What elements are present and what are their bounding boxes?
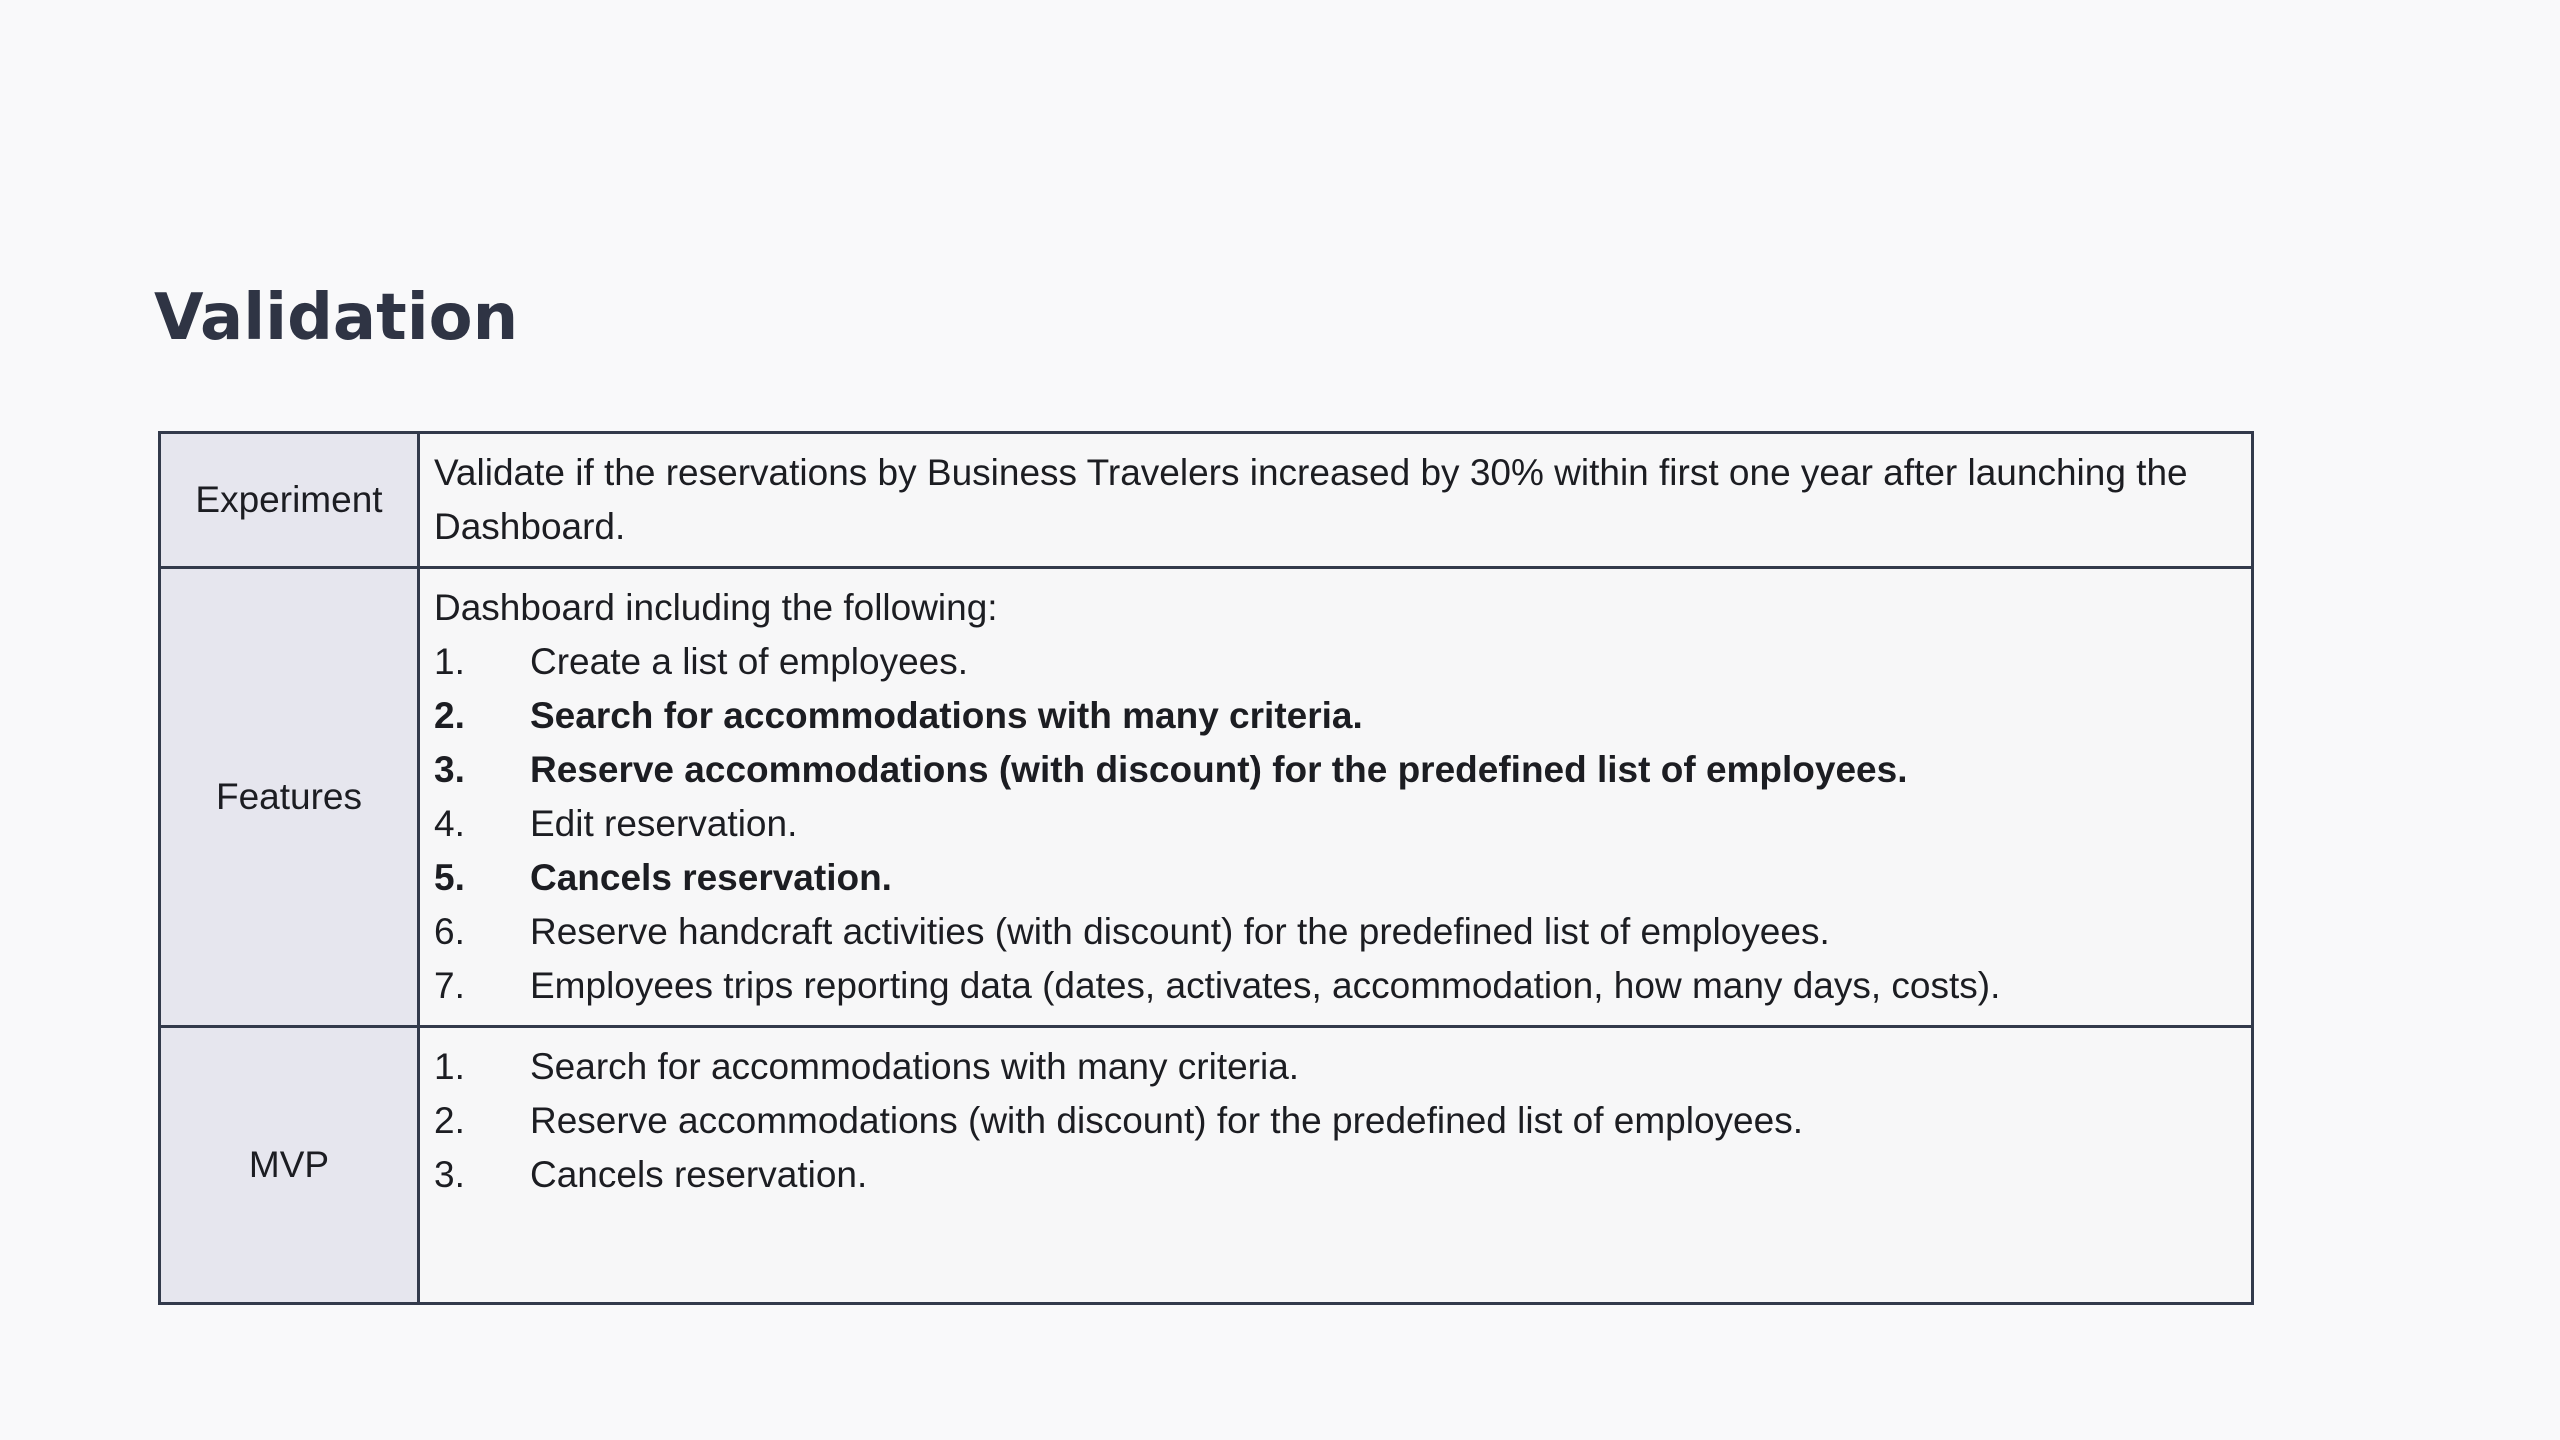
mvp-list xyxy=(434,1040,2237,1202)
features-label: Features xyxy=(160,568,419,1027)
list-item-text: Search for accommodations with many criteria. xyxy=(530,695,1363,736)
list-item-text: Reserve accommodations (with discount) for the predefined list of employees. xyxy=(530,1100,1803,1141)
list-item-text: Employees trips reporting data (dates, activates, accommodation, how many days, costs). xyxy=(530,965,2001,1006)
list-item-number: 1. xyxy=(434,641,465,682)
list-item-number: 6. xyxy=(434,911,465,952)
experiment-text: Validate if the reservations by Business Travelers increased by 30% within first one year after launching the Dashboard. xyxy=(434,452,2188,547)
mvp-cell xyxy=(419,1027,2253,1304)
list-item xyxy=(434,635,2237,689)
list-item-text: Edit reservation. xyxy=(530,803,798,844)
list-item xyxy=(434,1148,2237,1202)
list-item-number: 2. xyxy=(434,695,465,736)
list-item xyxy=(434,851,2237,905)
list-item-number: 7. xyxy=(434,965,465,1006)
experiment-label: Experiment xyxy=(160,433,419,568)
list-item-number: 4. xyxy=(434,803,465,844)
list-item-number: 1. xyxy=(434,1046,465,1087)
list-item-text: Reserve handcraft activities (with discount) for the predefined list of employees. xyxy=(530,911,1830,952)
features-intro: Dashboard including the following: xyxy=(434,587,998,628)
list-item xyxy=(434,743,2237,797)
list-item-number: 2. xyxy=(434,1100,465,1141)
features-list xyxy=(434,635,2237,1013)
mvp-label: MVP xyxy=(160,1027,419,1304)
table-row-features xyxy=(160,568,2253,1027)
list-item-number: 3. xyxy=(434,1154,465,1195)
list-item-text: Create a list of employees. xyxy=(530,641,969,682)
list-item xyxy=(434,689,2237,743)
table-row-experiment xyxy=(160,433,2253,568)
page-title: Validation xyxy=(154,281,519,355)
list-item-text: Cancels reservation. xyxy=(530,1154,868,1195)
features-cell xyxy=(419,568,2253,1027)
list-item xyxy=(434,1040,2237,1094)
table-row-mvp xyxy=(160,1027,2253,1304)
list-item-number: 3. xyxy=(434,749,465,790)
experiment-cell xyxy=(419,433,2253,568)
list-item xyxy=(434,797,2237,851)
list-item-text: Reserve accommodations (with discount) for the predefined list of employees. xyxy=(530,749,1908,790)
list-item xyxy=(434,959,2237,1013)
list-item-number: 5. xyxy=(434,857,465,898)
list-item-text: Cancels reservation. xyxy=(530,857,892,898)
list-item xyxy=(434,905,2237,959)
list-item xyxy=(434,1094,2237,1148)
list-item-text: Search for accommodations with many criteria. xyxy=(530,1046,1300,1087)
validation-table xyxy=(158,431,2254,1305)
